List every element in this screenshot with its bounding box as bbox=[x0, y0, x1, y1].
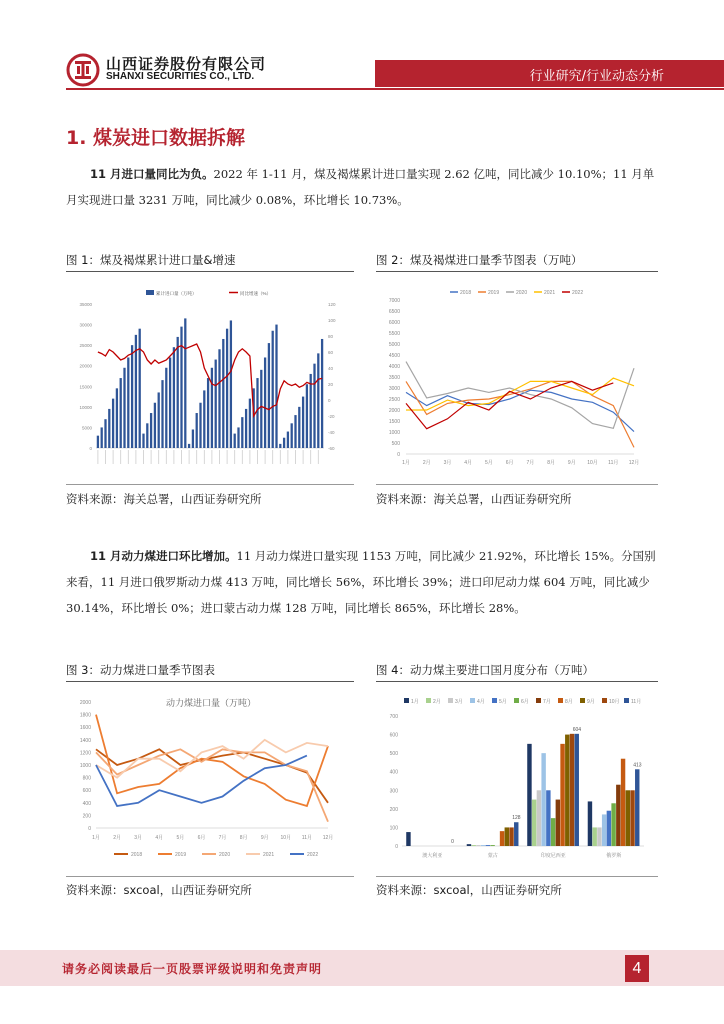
paragraph-2-body: 11 月动力煤进口量实现 1153 万吨，同比减少 21.92%，环比增长 15%。分国别来看，11 月进口俄罗斯动力煤 413 万吨，同比增长 56%，环比增长 39%；进口印尼动力煤 604 万吨，同比减少 30.14%，环比增长 0%；进口蒙古动力煤 128 万吨，同比增长 865%，环比增长 28%。 bbox=[66, 549, 656, 615]
fig1-bar bbox=[321, 339, 323, 448]
fig3-top-rule bbox=[66, 681, 354, 682]
header-divider bbox=[66, 88, 724, 90]
fig4-x-tick: 蒙古 bbox=[487, 853, 498, 859]
fig4-label-mongolia: 128 bbox=[512, 815, 521, 822]
fig2-x-tick: 11月 bbox=[608, 460, 619, 466]
fig3-series-2018 bbox=[96, 749, 328, 803]
fig4-legend-swatch bbox=[448, 698, 453, 703]
fig1-bar bbox=[161, 380, 163, 448]
fig1-legend-swatch-bar bbox=[146, 290, 154, 295]
fig4-title: 图 4：动力煤主要进口国月度分布（万吨） bbox=[376, 663, 594, 677]
paragraph-1-lead: 11 月进口量同比为负。 bbox=[90, 167, 214, 181]
fig1-legend-bar: 累计进口量（万吨） bbox=[156, 291, 197, 296]
fig1-bar bbox=[158, 392, 160, 448]
fig1-bar bbox=[146, 423, 148, 448]
fig2-y-tick: 6500 bbox=[388, 309, 400, 315]
fig4-legend-label: 9月 bbox=[587, 699, 595, 705]
fig4-legend-label: 2月 bbox=[433, 699, 441, 705]
fig1-top-rule bbox=[66, 271, 354, 272]
fig4-bar bbox=[471, 845, 475, 846]
fig2-y-tick: 5500 bbox=[388, 331, 400, 337]
fig3-legend-label: 2020 bbox=[219, 852, 231, 858]
fig2-y-tick: 3000 bbox=[388, 386, 400, 392]
fig1-bar bbox=[310, 374, 312, 448]
fig1-y-left-tick: 5000 bbox=[81, 425, 92, 431]
fig1-legend-line: 同比增速（%） bbox=[240, 291, 272, 296]
fig2-y-tick: 3500 bbox=[388, 375, 400, 381]
fig4-legend-label: 4月 bbox=[477, 699, 485, 705]
fig1-y-right-tick: -20 bbox=[328, 414, 335, 419]
fig1-bar bbox=[142, 434, 144, 448]
fig1-bar bbox=[313, 364, 315, 448]
fig4-y-tick: 100 bbox=[389, 825, 398, 832]
fig2-x-tick: 12月 bbox=[628, 460, 640, 466]
fig1-bar bbox=[150, 413, 152, 448]
fig4-bar bbox=[607, 811, 611, 846]
fig2-y-tick: 2000 bbox=[388, 408, 400, 414]
fig4-legend-swatch bbox=[602, 698, 607, 703]
fig4-label-australia: 0 bbox=[451, 839, 454, 845]
fig3-x-tick: 7月 bbox=[218, 835, 227, 841]
fig2-x-tick: 8月 bbox=[547, 460, 555, 466]
fig1-bar bbox=[268, 343, 270, 448]
fig1-bar bbox=[287, 432, 289, 448]
fig1-bar bbox=[272, 331, 274, 448]
fig4-bar bbox=[575, 734, 579, 846]
fig4-bar bbox=[592, 827, 596, 846]
fig3-x-tick: 2月 bbox=[113, 835, 121, 841]
fig4-x-tick: 澳大利亚 bbox=[422, 853, 443, 859]
fig1-bar bbox=[177, 337, 179, 448]
fig1-bar bbox=[275, 325, 277, 448]
fig1-bar bbox=[203, 390, 205, 448]
fig4-bottom-rule bbox=[376, 876, 658, 877]
fig1-bar bbox=[173, 347, 175, 448]
fig4-bar bbox=[616, 785, 620, 846]
fig3-x-tick: 8月 bbox=[239, 835, 248, 841]
fig4-y-tick: 400 bbox=[389, 769, 398, 776]
fig2-legend-label: 2020 bbox=[516, 290, 528, 296]
fig1-bar bbox=[123, 368, 125, 448]
fig2-y-tick: 1000 bbox=[388, 430, 400, 436]
fig4-bar bbox=[532, 800, 536, 846]
fig1-bar bbox=[245, 409, 247, 448]
fig2-top-rule bbox=[376, 271, 658, 272]
fig4-bar bbox=[500, 831, 504, 846]
fig3-series-2022 bbox=[96, 756, 307, 806]
fig1-bar bbox=[211, 368, 213, 448]
fig1-bar bbox=[226, 329, 228, 448]
fig4-bar bbox=[611, 803, 615, 846]
fig2-lines bbox=[406, 362, 634, 448]
fig4-bar bbox=[621, 759, 625, 846]
fig4-legend-label: 5月 bbox=[499, 699, 507, 705]
fig4-legend-swatch bbox=[470, 698, 475, 703]
fig1-bottom-rule bbox=[66, 484, 354, 485]
fig1-chart bbox=[66, 276, 354, 476]
fig4-legend-label: 10月 bbox=[609, 699, 620, 705]
fig4-bar bbox=[527, 744, 531, 846]
fig4-bar bbox=[565, 735, 569, 846]
fig2-y-tick: 6000 bbox=[388, 320, 400, 326]
fig1-bar bbox=[120, 378, 122, 448]
fig3-y-tick: 200 bbox=[82, 813, 91, 820]
fig2-x-tick: 1月 bbox=[402, 460, 410, 466]
fig3-title: 图 3：动力煤进口量季节图表 bbox=[66, 663, 215, 677]
fig1-y-right-tick: 80 bbox=[328, 334, 334, 339]
paragraph-1 bbox=[66, 161, 660, 213]
fig2-x-tick: 10月 bbox=[587, 460, 598, 466]
fig4-bar bbox=[514, 822, 518, 846]
fig1-source: 资料来源：海关总署，山西证券研究所 bbox=[66, 492, 262, 506]
fig2-y-tick: 7000 bbox=[388, 298, 400, 304]
fig4-chart bbox=[376, 688, 658, 868]
fig4-legend-swatch bbox=[492, 698, 497, 703]
fig4-legend bbox=[404, 698, 641, 705]
fig2-y-tick: 0 bbox=[397, 452, 400, 458]
fig1-bar bbox=[234, 434, 236, 448]
fig3-y-tick: 1800 bbox=[79, 712, 91, 719]
fig1-bar bbox=[127, 357, 129, 448]
fig4-bar bbox=[537, 790, 541, 846]
fig1-y-right-tick: 20 bbox=[328, 382, 334, 387]
fig3-y-tick: 400 bbox=[82, 800, 91, 807]
fig1-y-left-tick: 0 bbox=[89, 446, 92, 451]
fig4-legend-swatch bbox=[404, 698, 409, 703]
fig4-bar bbox=[541, 753, 545, 846]
fig3-chart bbox=[66, 688, 354, 868]
fig4-bar bbox=[486, 845, 490, 846]
fig1-y-left-tick: 20000 bbox=[79, 363, 92, 369]
fig4-bar bbox=[505, 827, 509, 846]
fig4-legend-label: 3月 bbox=[455, 699, 463, 705]
fig4-bar bbox=[406, 832, 410, 846]
paragraph-2-lead: 11 月动力煤进口环比增加。 bbox=[90, 549, 237, 563]
fig4-bar bbox=[570, 734, 574, 846]
fig3-x-tick: 1月 bbox=[92, 835, 100, 841]
fig3-y-tick: 1600 bbox=[79, 725, 91, 732]
fig3-x-tick: 11月 bbox=[301, 835, 313, 841]
fig3-x-tick: 5月 bbox=[176, 835, 185, 841]
fig4-bar bbox=[490, 845, 494, 846]
fig1-bar bbox=[169, 357, 171, 448]
fig1-bar bbox=[241, 417, 243, 448]
fig3-legend-label: 2018 bbox=[131, 852, 143, 858]
fig1-bar bbox=[139, 329, 141, 448]
fig1-legend bbox=[146, 290, 271, 297]
fig1-y-left-tick: 30000 bbox=[79, 322, 92, 328]
fig1-bar bbox=[199, 403, 201, 448]
fig3-legend-label: 2021 bbox=[263, 852, 275, 858]
fig1-bar bbox=[112, 399, 114, 448]
fig1-bar bbox=[317, 353, 319, 448]
fig1-bar bbox=[298, 407, 300, 448]
fig2-x-tick: 4月 bbox=[464, 460, 473, 466]
fig3-lines bbox=[96, 715, 328, 822]
fig2-axes bbox=[389, 298, 639, 466]
fig3-bottom-rule bbox=[66, 876, 354, 877]
fig2-x-tick: 7月 bbox=[526, 460, 535, 466]
fig3-x-tick: 6月 bbox=[197, 835, 206, 841]
fig4-bar bbox=[635, 769, 639, 846]
fig1-bar bbox=[256, 378, 258, 448]
fig2-legend-label: 2022 bbox=[572, 290, 584, 296]
fig3-x-tick: 12月 bbox=[322, 835, 334, 841]
company-name-en: SHANXI SECURITIES CO., LTD. bbox=[106, 71, 255, 82]
fig1-title: 图 1：煤及褐煤累计进口量&增速 bbox=[66, 253, 236, 267]
fig1-bar bbox=[165, 368, 167, 448]
fig4-bar bbox=[556, 800, 560, 846]
fig4-source: 资料来源：sxcoal，山西证券研究所 bbox=[376, 883, 562, 897]
fig4-bar bbox=[630, 790, 634, 846]
fig1-bar bbox=[264, 357, 266, 448]
fig3-legend bbox=[114, 852, 318, 858]
fig1-bar bbox=[218, 349, 220, 448]
fig3-axes bbox=[80, 700, 333, 841]
fig2-x-tick: 9月 bbox=[567, 460, 576, 466]
fig4-bar bbox=[597, 827, 601, 846]
fig4-legend-swatch bbox=[536, 698, 541, 703]
fig1-bar bbox=[104, 419, 106, 448]
fig1-y-left-tick: 35000 bbox=[79, 302, 92, 307]
fig4-y-tick: 700 bbox=[389, 714, 398, 720]
fig1-bar bbox=[192, 429, 194, 448]
fig4-bar bbox=[602, 814, 606, 846]
fig1-bar bbox=[97, 436, 99, 448]
fig1-bar bbox=[108, 409, 110, 448]
fig4-bars bbox=[406, 734, 639, 846]
fig4-bar bbox=[509, 827, 513, 846]
company-logo bbox=[66, 53, 100, 87]
fig4-legend-swatch bbox=[426, 698, 431, 703]
fig1-y-right-tick: 100 bbox=[328, 318, 336, 323]
fig4-y-tick: 500 bbox=[389, 751, 398, 758]
fig4-y-tick: 300 bbox=[389, 788, 398, 795]
fig1-bar bbox=[294, 415, 296, 448]
fig3-chart-title: 动力煤进口量（万吨） bbox=[165, 698, 257, 708]
fig2-y-tick: 2500 bbox=[388, 397, 400, 403]
fig1-bar bbox=[180, 327, 182, 448]
fig4-legend-swatch bbox=[558, 698, 563, 703]
fig1-bars bbox=[97, 318, 323, 448]
fig1-y-right-tick: 120 bbox=[328, 302, 336, 307]
report-type: 行业研究/行业动态分析 bbox=[529, 69, 664, 84]
paragraph-1-body: 2022 年 1-11 月，煤及褐煤累计进口量实现 2.62 亿吨，同比减少 10.10%；11 月单月实现进口量 3231 万吨，同比减少 0.08%，环比增长 10.73%。 bbox=[66, 167, 655, 207]
fig1-bar bbox=[260, 370, 262, 448]
fig4-legend-label: 6月 bbox=[521, 699, 529, 705]
fig1-y-left-tick: 25000 bbox=[79, 343, 92, 349]
fig3-y-tick: 1400 bbox=[79, 737, 91, 744]
fig1-bar bbox=[306, 384, 308, 448]
fig4-bar bbox=[467, 844, 471, 846]
fig1-bar bbox=[101, 427, 103, 448]
fig2-x-tick: 3月 bbox=[443, 460, 452, 466]
page-number: 4 bbox=[625, 955, 649, 982]
section-title: 1. 煤炭进口数据拆解 bbox=[66, 127, 246, 149]
fig2-x-tick: 5月 bbox=[485, 460, 493, 466]
fig4-legend-label: 8月 bbox=[565, 699, 573, 705]
fig2-y-tick: 500 bbox=[391, 441, 400, 447]
fig1-y-right-tick: -60 bbox=[328, 446, 335, 451]
fig2-legend bbox=[450, 290, 583, 296]
fig1-bar bbox=[196, 413, 198, 448]
fig2-bottom-rule bbox=[376, 484, 658, 485]
fig3-y-tick: 800 bbox=[82, 775, 91, 782]
fig1-bar bbox=[131, 345, 133, 448]
fig2-x-tick: 6月 bbox=[505, 460, 514, 466]
fig4-x-tick: 俄罗斯 bbox=[606, 853, 622, 859]
fig3-y-tick: 0 bbox=[88, 826, 91, 832]
fig2-y-tick: 4500 bbox=[388, 353, 400, 359]
fig1-y-right-tick: -40 bbox=[328, 430, 335, 435]
fig1-bar bbox=[222, 339, 224, 448]
fig4-label-russia: 413 bbox=[633, 762, 642, 769]
fig2-source: 资料来源：海关总署，山西证券研究所 bbox=[376, 492, 572, 506]
fig2-y-tick: 4000 bbox=[388, 364, 400, 370]
fig2-y-tick: 5000 bbox=[388, 342, 400, 348]
fig4-legend-label: 7月 bbox=[543, 699, 551, 705]
paragraph-2 bbox=[66, 543, 660, 621]
fig1-y-left-tick: 10000 bbox=[79, 404, 92, 410]
fig1-bar bbox=[249, 399, 251, 448]
fig1-bar bbox=[230, 320, 232, 448]
fig4-x-tick: 印度尼西亚 bbox=[540, 853, 566, 859]
fig1-bar bbox=[237, 427, 239, 448]
fig2-y-tick: 1500 bbox=[388, 419, 400, 425]
fig1-y-right-tick: 40 bbox=[328, 366, 334, 371]
fig3-source: 资料来源：sxcoal，山西证券研究所 bbox=[66, 883, 252, 897]
fig4-bar bbox=[588, 801, 592, 846]
fig4-legend-swatch bbox=[624, 698, 629, 703]
fig3-x-tick: 10月 bbox=[280, 835, 292, 841]
fig4-label-indonesia: 604 bbox=[572, 726, 582, 733]
fig2-legend-label: 2018 bbox=[460, 290, 472, 296]
fig2-legend-label: 2019 bbox=[488, 290, 500, 296]
fig4-bar bbox=[560, 744, 564, 846]
fig3-legend-label: 2019 bbox=[175, 852, 187, 858]
fig4-bar bbox=[481, 845, 485, 846]
company-name-cn: 山西证券股份有限公司 bbox=[106, 55, 267, 73]
fig4-y-tick: 200 bbox=[389, 806, 398, 813]
fig1-bar bbox=[207, 378, 209, 448]
fig3-y-tick: 2000 bbox=[79, 700, 91, 706]
fig1-y-right-tick: 60 bbox=[328, 350, 334, 355]
fig1-y-right-tick: 0 bbox=[328, 398, 331, 403]
fig4-y-tick: 600 bbox=[389, 732, 398, 739]
fig2-x-tick: 2月 bbox=[422, 460, 431, 466]
fig1-bar bbox=[154, 403, 156, 448]
fig4-legend-label: 11月 bbox=[631, 699, 642, 705]
fig1-bar bbox=[116, 388, 118, 448]
fig3-x-tick: 3月 bbox=[134, 835, 143, 841]
header-band bbox=[375, 60, 724, 87]
disclaimer-notice: 请务必阅读最后一页股票评级说明和免责声明 bbox=[62, 962, 323, 976]
fig3-x-tick: 4月 bbox=[155, 835, 164, 841]
fig4-legend-swatch bbox=[514, 698, 519, 703]
fig2-legend-label: 2021 bbox=[544, 290, 556, 296]
fig3-y-tick: 600 bbox=[82, 788, 91, 795]
fig1-y-left-tick: 15000 bbox=[79, 384, 92, 390]
fig1-bar bbox=[291, 423, 293, 448]
fig4-y-tick: 0 bbox=[395, 844, 398, 850]
fig3-y-tick: 1000 bbox=[79, 763, 91, 769]
fig1-bar bbox=[302, 397, 304, 448]
fig3-legend-label: 2022 bbox=[307, 852, 319, 858]
fig3-x-tick: 9月 bbox=[260, 835, 269, 841]
fig1-bar bbox=[188, 444, 190, 448]
fig4-legend-label: 1月 bbox=[411, 699, 419, 705]
fig4-bar bbox=[626, 790, 630, 846]
fig2-chart bbox=[376, 276, 658, 476]
fig3-y-tick: 1200 bbox=[79, 750, 91, 757]
fig2-title: 图 2：煤及褐煤进口量季节图表（万吨） bbox=[376, 253, 583, 267]
fig1-bar bbox=[283, 438, 285, 448]
fig4-legend-swatch bbox=[580, 698, 585, 703]
fig1-bar bbox=[215, 360, 217, 448]
fig4-top-rule bbox=[376, 681, 658, 682]
fig1-bar bbox=[184, 318, 186, 448]
fig4-bar bbox=[476, 845, 480, 846]
fig1-bar bbox=[279, 444, 281, 448]
fig4-bar bbox=[546, 790, 550, 846]
fig4-bar bbox=[551, 818, 555, 846]
